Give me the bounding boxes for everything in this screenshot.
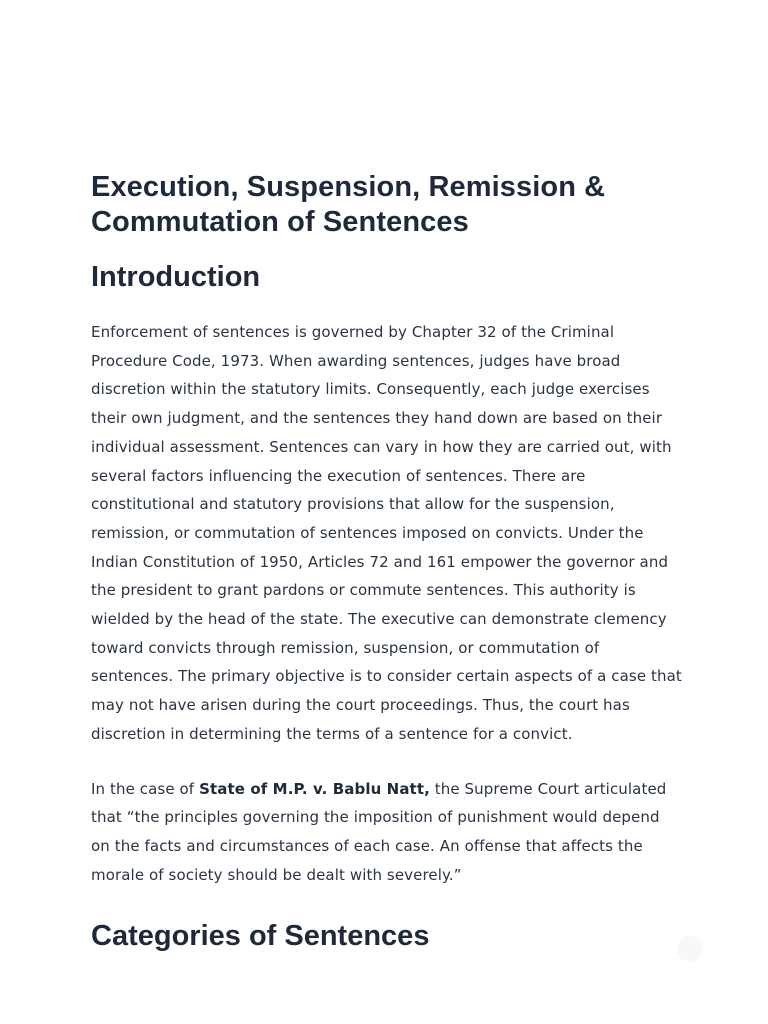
categories-heading: Categories of Sentences [91,920,430,953]
case-paragraph-prefix: In the case of [91,779,200,798]
introduction-heading: Introduction [91,261,261,293]
case-paragraph [91,775,683,890]
floating-action-button[interactable] [678,936,702,960]
case-paragraph-quote: the Supreme Court articulated that “the principles governing the imposition of punishment would depend on the facts and circumstances of each case. An offense that affects the morale of society should be dealt with severely.” [91,779,667,884]
case-name: State of M.P. v. Bablu Natt, [199,779,430,798]
introduction-paragraph: Enforcement of sentences is governed by Chapter 32 of the Criminal Procedure Code, 1973. When awarding sentences, judges have broad discretion within the statutory limits. Consequently, each judge exercises their own judgment, and the sentences they hand down are based on their individual assessment. Sentences can vary in how they are carried out, with several factors influencing the execution of sentences. There are constitutional and statutory provisions that allow for the suspension, remission, or commutation of sentences imposed on convicts. Under the Indian Constitution of 1950, Articles 72 and 161 empower the governor and the president to grant pardons or commute sentences. This authority is wielded by the head of the state. The executive can demonstrate clemency toward convicts through remission, suspension, or commutation of sentences. The primary objective is to consider certain aspects of a case that may not have arisen during the court proceedings. Thus, the court has discretion in determining the terms of a sentence for a convict. [91,323,682,743]
article [91,170,683,953]
article-title: Execution, Suspension, Remission & Commutation of Sentences [91,171,606,238]
